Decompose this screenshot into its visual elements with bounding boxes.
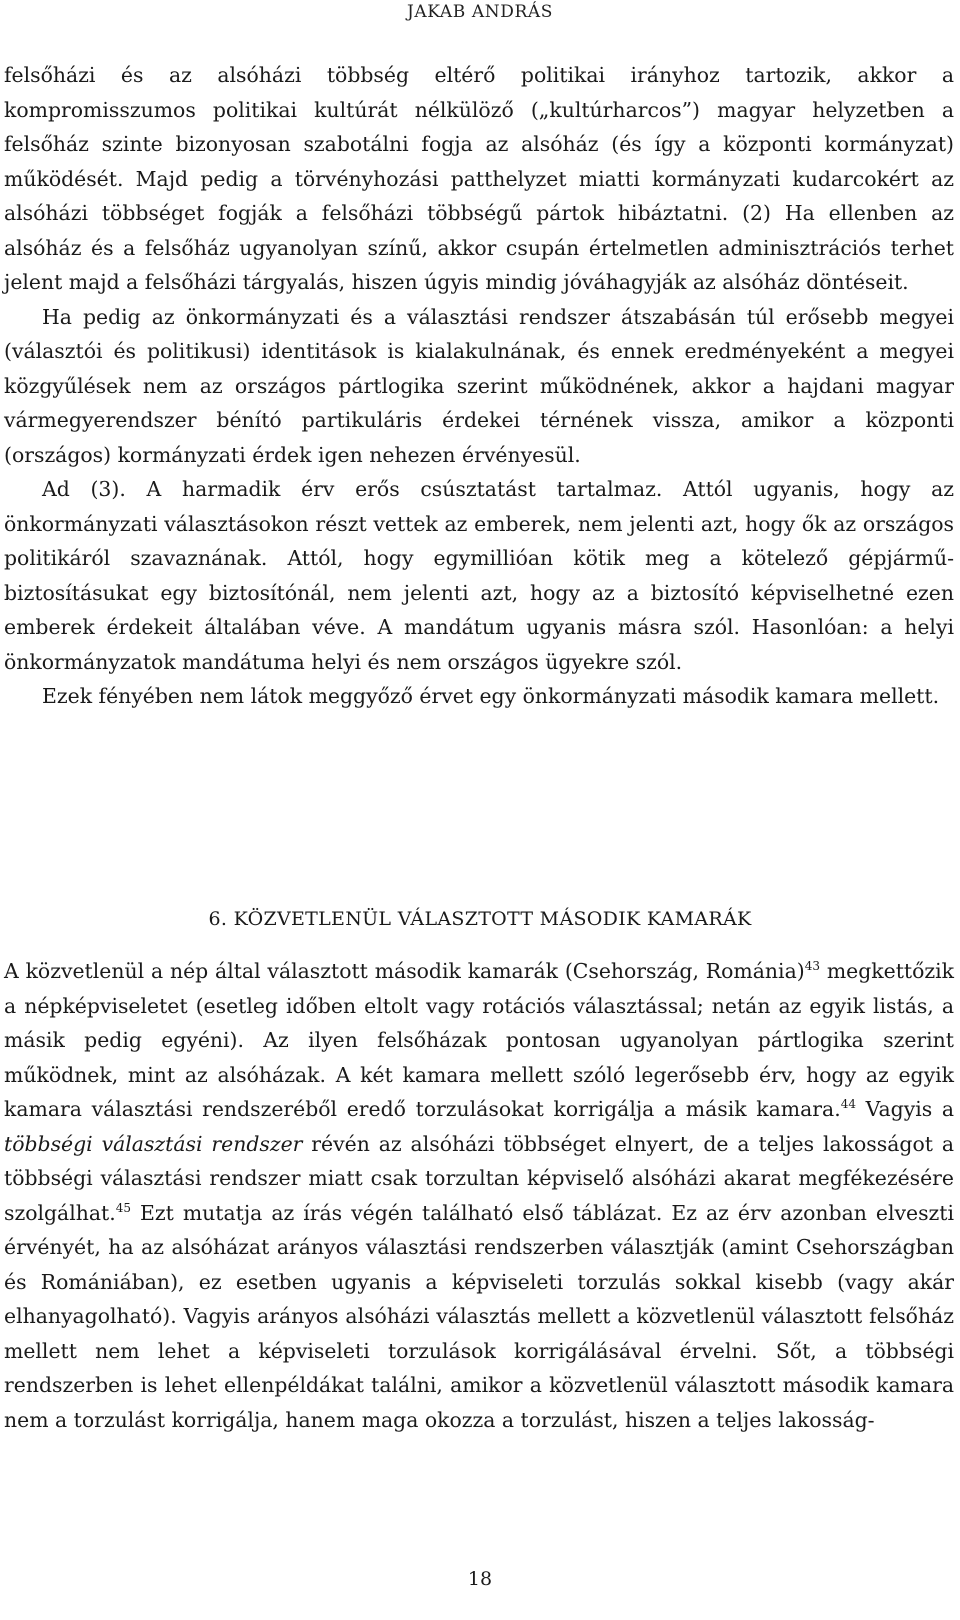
page-number: 18 [467,1568,493,1590]
paragraph: felsőházi és az alsóházi többség eltérő politikai irányhoz tartozik, akkor a kompromisszumos politikai kultúrát nélkülöző („kultúrharcos”) magyar helyzetben a felsőház szinte bizonyosan szabotálni fogja az alsóház (és így a központi kormányzat) működését. Majd pedig a törvényhozási patthelyzet miatti kormányzati kudarcokért az alsóházi többséget fogják a felsőházi többségű pártok hibáztatni. (2) Ha ellenben az alsóház és a felsőház ugyanolyan színű, akkor csupán értelmetlen adminisztrációs terhet jelent majd a felsőházi tárgyalás, hiszen úgyis mindig jóváhagyják az alsóház döntéseit. [4,63,954,294]
section-heading: 6. KÖZVETLENÜL VÁLASZTOTT MÁSODIK KAMARÁK [208,908,752,930]
footnote-marker[interactable]: 44 [840,1097,856,1111]
running-head: JAKAB ANDRÁS [407,2,553,22]
text-run: Ezt mutatja az írás végén található első táblázat. Ez az érv azonban elveszti érvényét, ha az alsóházat arányos választási rendszerben választják (amint Csehországban és Romániában), ez esetben ugyanis a képviseleti torzulás sokkal kisebb (vagy akár elhanyagolható). Vagyis arányos alsóházi választás mellett a közvetlenül választott felsőház mellett nem lehet a képviseleti torzulások korrigálásával érvelni. Sőt, a többségi rendszerben is lehet ellenpéldákat találni, amikor a közvetlenül választott második kamara nem a torzulást korrigálja, hanem maga okozza a torzulást, hiszen a teljes lakosság- [4,1200,954,1432]
text-run: megkettőzik a népképviseletet (esetleg időben eltolt vagy rotációs választással; netán az egyik listás, a másik pedig egyéni). Az ilyen felsőházak pontosan ugyanolyan pártlogika szerint működnek, mint az alsóházak. A két kamara mellett szóló legerősebb érv, hogy az egyik kamara választási rendszeréből eredő torzulásokat korrigálja a másik kamara. [4,959,954,1121]
paragraph: Ad (3). A harmadik érv erős csúsztatást tartalmaz. Attól ugyanis, hogy az önkormányzati választásokon részt vettek az emberek, nem jelenti azt, hogy ők az országos politikáról szavaznának. Attól, hogy egymillióan kötik meg a kötelező gépjármű-biztosításukat egy biztosítónál, nem jelenti azt, hogy az a biztosító képviselhetné ezen emberek érdekeit általában véve. A mandátum ugyanis másra szól. Hasonlóan: a helyi önkormányzatok mandátuma helyi és nem országos ügyekre szól. [4,477,954,674]
text-run: Vagyis a [855,1097,955,1121]
section-text [4,954,954,1437]
paragraph: Ezek fényében nem látok meggyőző érvet egy önkormányzati második kamara mellett. [42,684,940,708]
text-run: A közvetlenül a nép által választott második kamarák (Csehország, Románia) [4,959,805,983]
text-run: révén az alsóházi többséget elnyert, de a teljes lakosságot a többségi választási rendszer miatt csak torzultan képviselő alsóházi akarat megfékezésére szolgálhat. [4,1131,954,1225]
footnote-marker[interactable]: 43 [804,959,820,973]
body-text [4,58,954,714]
paragraph: Ha pedig az önkormányzati és a választási rendszer átszabásán túl erősebb megyei (választói és politikusi) identitások is kialakulnának, és ennek eredményeként a megyei közgyűlések nem az országos pártlogika szerint működnének, akkor a hajdani magyar vármegyerendszer bénító partikuláris érdekei térnének vissza, amikor a központi (országos) kormányzati érdek igen nehezen érvényesül. [4,304,954,467]
footnote-marker[interactable]: 45 [115,1200,131,1215]
italic-term: többségi választási rendszer [4,1131,303,1156]
paragraph [4,954,954,1437]
